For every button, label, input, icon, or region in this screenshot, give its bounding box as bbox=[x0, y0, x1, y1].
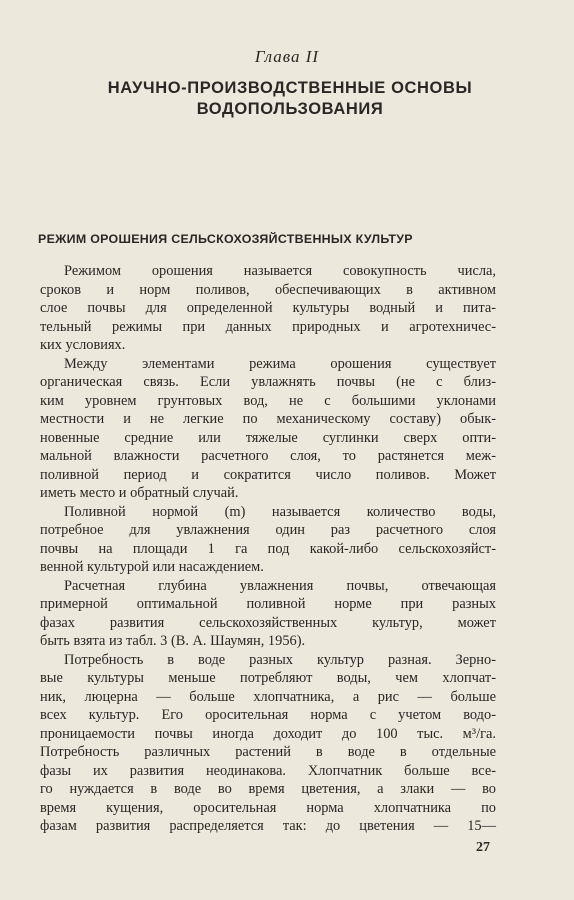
text-line: слое почвы для определенной культуры водный и пита- bbox=[40, 300, 496, 316]
text-line: Расчетная глубина увлажнения почвы, отвечающая bbox=[64, 577, 496, 594]
text-line: фазы их развития неодинакова. Хлопчатник больше все- bbox=[40, 762, 496, 779]
text-line: Потребность различных растений в воде в отдельные bbox=[40, 744, 496, 760]
text-line: Режимом орошения называется совокупность числа, bbox=[64, 263, 496, 279]
text-line: поливной период и сократится число поливов. Может bbox=[40, 466, 496, 483]
text-line: всех культур. Его оросительная норма с учетом водо- bbox=[40, 707, 496, 723]
text-line: местности и не легкие по механическому составу) обык- bbox=[40, 411, 496, 427]
text-line: тельный режимы при данных природных и агротехничес- bbox=[40, 318, 496, 335]
text-line: вые культуры меньше потребляют воды, чем хлопчат- bbox=[40, 670, 496, 686]
text-line: фазах развития сельскохозяйственных культур, может bbox=[40, 614, 496, 631]
chapter-title-line-1: НАУЧНО-ПРОИЗВОДСТВЕННЫЕ ОСНОВЫ bbox=[107, 79, 473, 97]
text-line: ким уровнем грунтовых вод, не с большими уклонами bbox=[40, 392, 496, 409]
text-line: новенные средние или тяжелые суглинки сверх опти- bbox=[40, 429, 496, 446]
chapter-title-line-2: ВОДОПОЛЬЗОВАНИЯ bbox=[196, 100, 384, 118]
section-heading: РЕЖИМ ОРОШЕНИЯ СЕЛЬСКОХОЗЯЙСТВЕННЫХ КУЛЬТУР bbox=[38, 232, 413, 246]
text-line: иметь место и обратный случай. bbox=[40, 485, 239, 501]
text-line: мальной влажности расчетного слоя, то растянется меж- bbox=[40, 448, 496, 464]
text-line: венной культурой или насаждением. bbox=[40, 559, 264, 575]
body-text bbox=[40, 262, 496, 836]
text-line: го нуждается в воде во время цветения, а злаки — во bbox=[40, 781, 496, 797]
text-line: почвы на площади 1 га под какой-либо сельскохозяйст- bbox=[40, 540, 496, 557]
text-line: Потребность в воде разных культур разная. Зерно- bbox=[64, 651, 496, 668]
chapter-label: Глава II bbox=[254, 47, 320, 66]
text-line: сроков и норм поливов, обеспечивающих в активном bbox=[40, 281, 496, 298]
chapter-title bbox=[60, 78, 520, 120]
text-line: потребное для увлажнения один раз расчетного слоя bbox=[40, 522, 496, 538]
text-line: Между элементами режима орошения существует bbox=[64, 355, 496, 372]
text-line: примерной оптимальной поливной норме при разных bbox=[40, 596, 496, 612]
text-line: ких условиях. bbox=[40, 337, 126, 353]
text-line: органическая связь. Если увлажнять почвы (не с близ- bbox=[40, 374, 496, 390]
text-line: фазам развития распределяется так: до цветения — 15— bbox=[40, 818, 496, 834]
text-line: быть взята из табл. 3 (В. А. Шаумян, 1956). bbox=[40, 633, 306, 649]
text-line: проницаемости почвы иногда доходит до 100 тыс. м³/га. bbox=[40, 725, 496, 742]
text-line: Поливной нормой (m) называется количество воды, bbox=[64, 503, 496, 520]
page-number: 27 bbox=[476, 840, 490, 855]
text-line: время кущения, оросительная норма хлопчатника по bbox=[40, 799, 496, 816]
text-line: ник, люцерна — больше хлопчатника, а рис — больше bbox=[40, 688, 496, 705]
